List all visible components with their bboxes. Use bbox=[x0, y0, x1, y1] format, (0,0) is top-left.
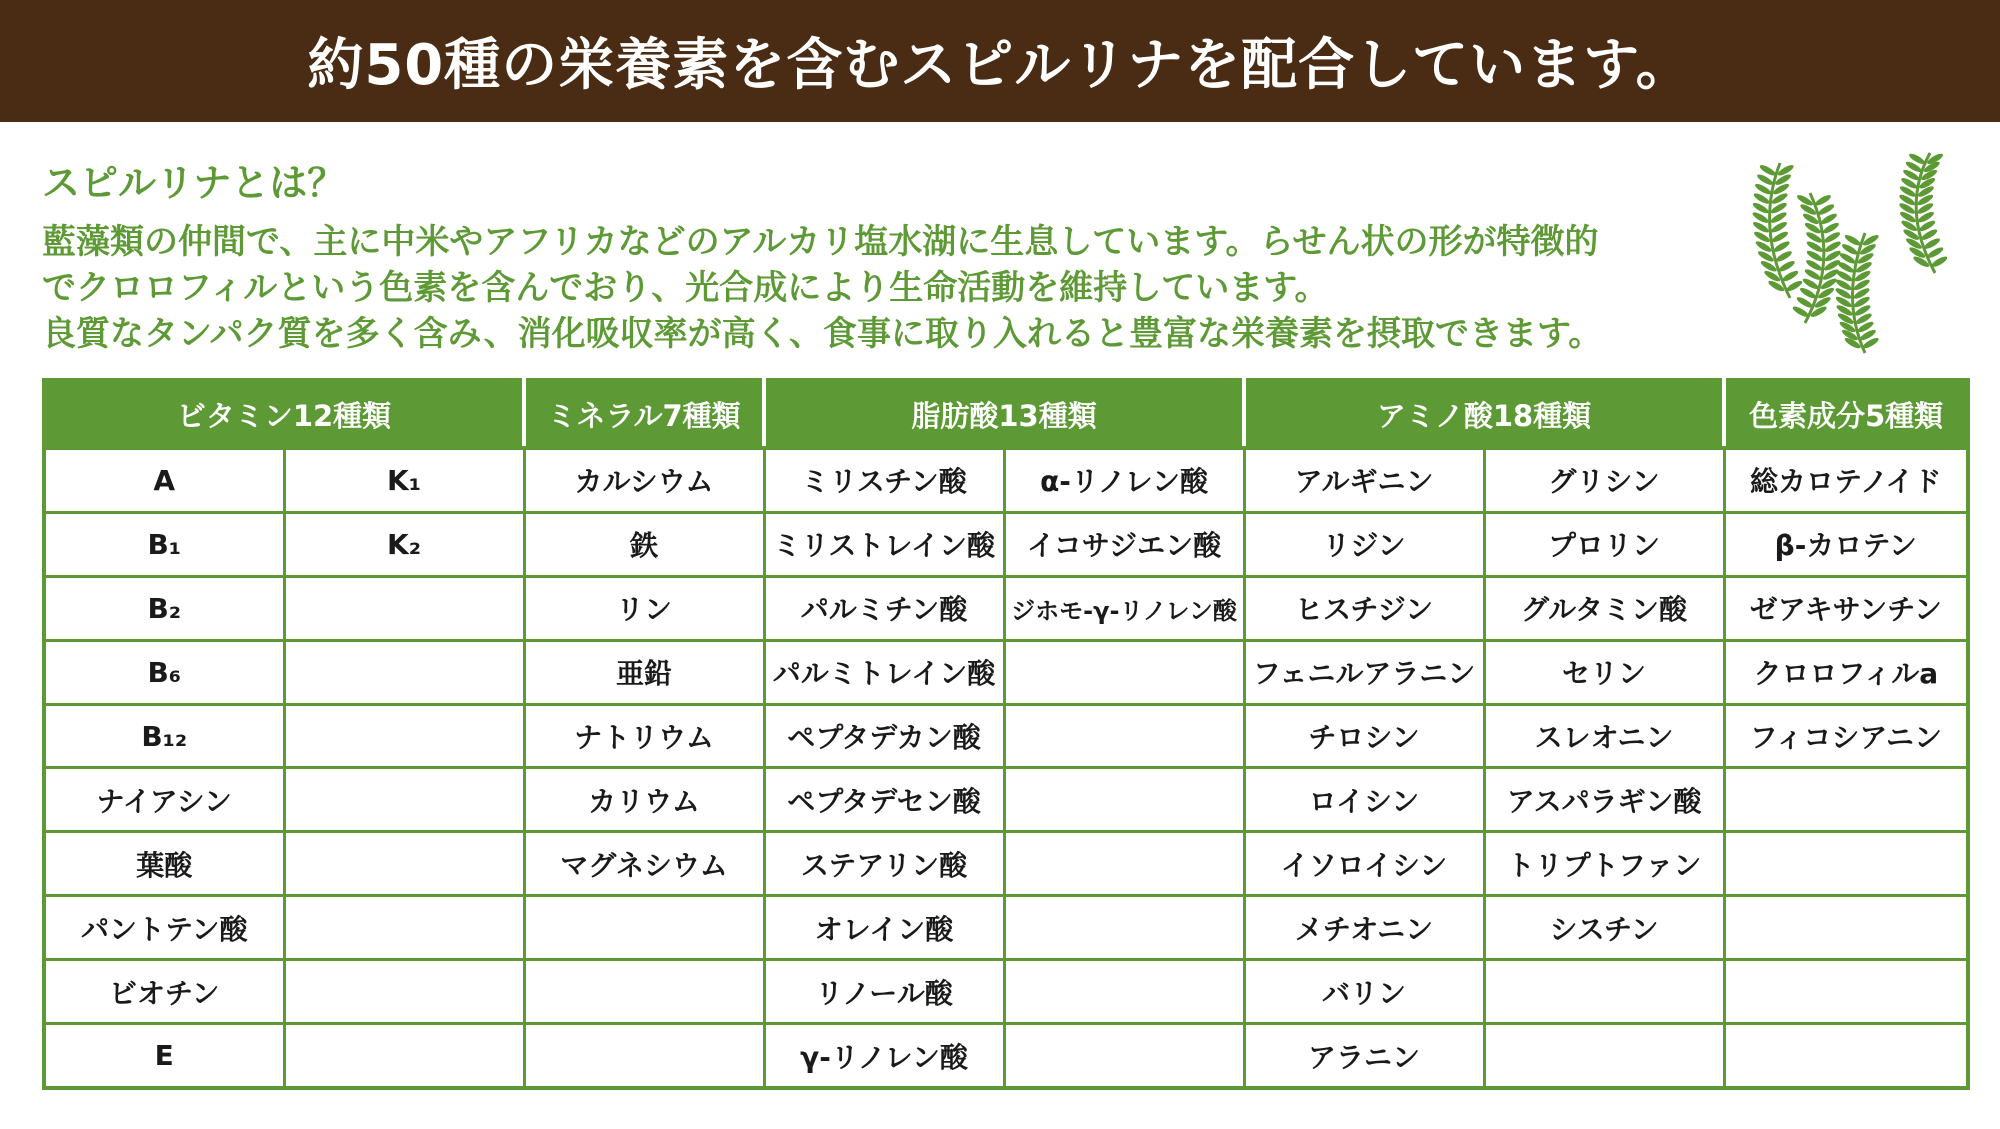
table-cell: パルミチン酸 bbox=[764, 576, 1004, 640]
header-vitamins: ビタミン12種類 bbox=[44, 380, 524, 448]
table-cell bbox=[284, 576, 524, 640]
table-cell bbox=[1724, 960, 1968, 1024]
table-cell: ナイアシン bbox=[44, 768, 284, 832]
table-cell: カルシウム bbox=[524, 448, 764, 512]
table-row bbox=[44, 768, 1968, 832]
table-cell: チロシン bbox=[1244, 704, 1484, 768]
table-row bbox=[44, 640, 1968, 704]
table-cell: アスパラギン酸 bbox=[1484, 768, 1724, 832]
table-cell: ペプタデカン酸 bbox=[764, 704, 1004, 768]
table-cell: アラニン bbox=[1244, 1024, 1484, 1088]
table-row bbox=[44, 448, 1968, 512]
table-cell: ゼアキサンチン bbox=[1724, 576, 1968, 640]
table-cell bbox=[1724, 768, 1968, 832]
table-cell: オレイン酸 bbox=[764, 896, 1004, 960]
table-cell: β-カロテン bbox=[1724, 512, 1968, 576]
table-cell: アルギニン bbox=[1244, 448, 1484, 512]
table-cell: ミリストレイン酸 bbox=[764, 512, 1004, 576]
table-cell: グリシン bbox=[1484, 448, 1724, 512]
table-cell: α-リノレン酸 bbox=[1004, 448, 1244, 512]
table-cell: ナトリウム bbox=[524, 704, 764, 768]
nutrient-table bbox=[42, 378, 1970, 1090]
table-row bbox=[44, 832, 1968, 896]
table-cell bbox=[524, 1024, 764, 1088]
table-cell: フィコシアニン bbox=[1724, 704, 1968, 768]
intro-heading: スピルリナとは？ bbox=[42, 161, 346, 205]
table-cell bbox=[1724, 896, 1968, 960]
table-cell bbox=[1004, 832, 1244, 896]
table-cell: バリン bbox=[1244, 960, 1484, 1024]
table-cell: ヒスチジン bbox=[1244, 576, 1484, 640]
table-cell: B₂ bbox=[44, 576, 284, 640]
table-cell bbox=[284, 704, 524, 768]
table-cell: イソロイシン bbox=[1244, 832, 1484, 896]
table-header-row bbox=[44, 380, 1968, 448]
table-cell bbox=[284, 896, 524, 960]
header-pigments: 色素成分5種類 bbox=[1724, 380, 1968, 448]
table-cell bbox=[1004, 960, 1244, 1024]
table-cell: リジン bbox=[1244, 512, 1484, 576]
table-cell bbox=[1484, 1024, 1724, 1088]
header-amino-acids: アミノ酸18種類 bbox=[1244, 380, 1724, 448]
table-cell: A bbox=[44, 448, 284, 512]
table-cell: フェニルアラニン bbox=[1244, 640, 1484, 704]
table-cell: K₂ bbox=[284, 512, 524, 576]
table-cell: B₁ bbox=[44, 512, 284, 576]
table-cell: B₁₂ bbox=[44, 704, 284, 768]
table-cell: ロイシン bbox=[1244, 768, 1484, 832]
table-cell: 亜鉛 bbox=[524, 640, 764, 704]
header-fatty-acids: 脂肪酸13種類 bbox=[764, 380, 1244, 448]
table-cell: ペプタデセン酸 bbox=[764, 768, 1004, 832]
intro-line-2: でクロロフィルという色素を含んでおり、光合成により生命活動を維持しています。 bbox=[42, 268, 1329, 308]
table-cell: プロリン bbox=[1484, 512, 1724, 576]
table-cell: ビオチン bbox=[44, 960, 284, 1024]
table-cell: メチオニン bbox=[1244, 896, 1484, 960]
table-cell: シスチン bbox=[1484, 896, 1724, 960]
table-cell: パルミトレイン酸 bbox=[764, 640, 1004, 704]
table-cell: トリプトファン bbox=[1484, 832, 1724, 896]
table-cell: γ-リノレン酸 bbox=[764, 1024, 1004, 1088]
table-cell bbox=[1004, 768, 1244, 832]
banner-title: 約50種の栄養素を含むスピルリナを配合しています。 bbox=[307, 33, 1693, 98]
intro-section bbox=[42, 152, 1742, 357]
table-cell: グルタミン酸 bbox=[1484, 576, 1724, 640]
table-cell: パントテン酸 bbox=[44, 896, 284, 960]
table-cell: リン bbox=[524, 576, 764, 640]
title-banner bbox=[0, 0, 2000, 122]
table-row bbox=[44, 896, 1968, 960]
table-cell: B₆ bbox=[44, 640, 284, 704]
table-row bbox=[44, 512, 1968, 576]
table-cell bbox=[1004, 1024, 1244, 1088]
table-cell: カリウム bbox=[524, 768, 764, 832]
table-cell: リノール酸 bbox=[764, 960, 1004, 1024]
table-cell: 葉酸 bbox=[44, 832, 284, 896]
table-cell: イコサジエン酸 bbox=[1004, 512, 1244, 576]
table-cell bbox=[284, 832, 524, 896]
header-minerals: ミネラル7種類 bbox=[524, 380, 764, 448]
table-cell: マグネシウム bbox=[524, 832, 764, 896]
table-cell bbox=[284, 768, 524, 832]
table-cell bbox=[284, 1024, 524, 1088]
table-cell: ミリスチン酸 bbox=[764, 448, 1004, 512]
table-cell: 総カロテノイド bbox=[1724, 448, 1968, 512]
table-cell bbox=[284, 960, 524, 1024]
table-cell bbox=[1724, 832, 1968, 896]
table-cell: スレオニン bbox=[1484, 704, 1724, 768]
table-cell: K₁ bbox=[284, 448, 524, 512]
table-cell: ステアリン酸 bbox=[764, 832, 1004, 896]
table-cell bbox=[1004, 896, 1244, 960]
table-cell bbox=[1484, 960, 1724, 1024]
table-cell bbox=[284, 640, 524, 704]
table-cell bbox=[1004, 640, 1244, 704]
table-cell: E bbox=[44, 1024, 284, 1088]
table-cell: クロロフィルa bbox=[1724, 640, 1968, 704]
table-cell bbox=[524, 896, 764, 960]
table-cell: ジホモ-γ-リノレン酸 bbox=[1004, 576, 1244, 640]
table-row bbox=[44, 960, 1968, 1024]
table-row bbox=[44, 576, 1968, 640]
fern-leaves-icon bbox=[1745, 148, 1955, 363]
intro-line-3: 良質なタンパク質を多く含み、消化吸収率が高く、食事に取り入れると豊富な栄養素を摂取できます。 bbox=[42, 314, 1603, 354]
table-row bbox=[44, 1024, 1968, 1088]
table-cell: 鉄 bbox=[524, 512, 764, 576]
table-cell bbox=[1724, 1024, 1968, 1088]
table-cell: セリン bbox=[1484, 640, 1724, 704]
table-cell bbox=[524, 960, 764, 1024]
table-cell bbox=[1004, 704, 1244, 768]
intro-line-1: 藍藻類の仲間で、主に中米やアフリカなどのアルカリ塩水湖に生息しています。らせん状の形が特徴的 bbox=[42, 222, 1599, 262]
table-row bbox=[44, 704, 1968, 768]
